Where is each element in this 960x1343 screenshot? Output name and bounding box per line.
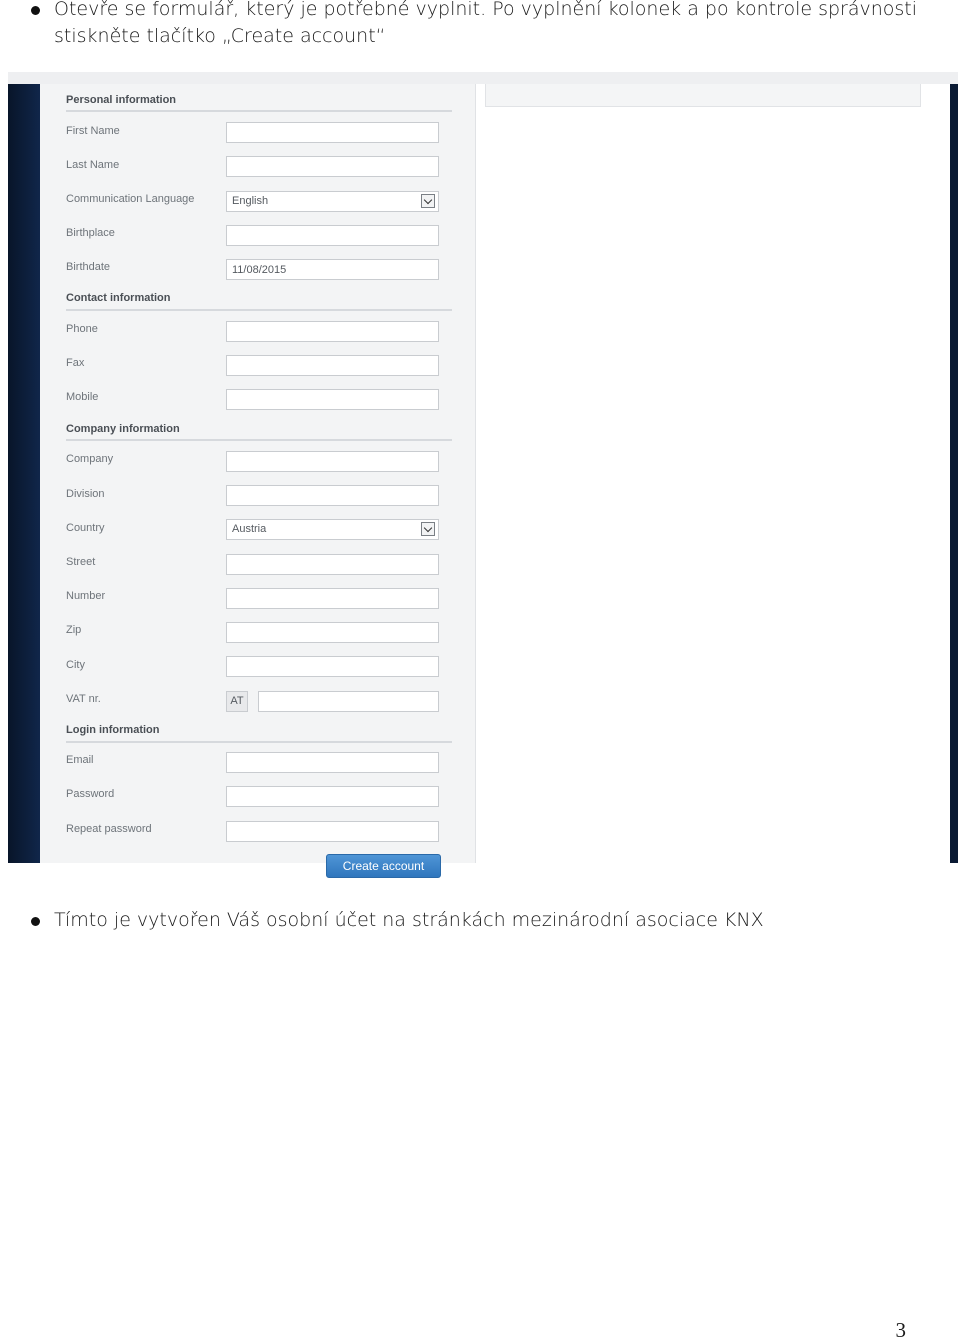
last-name-field[interactable] — [226, 156, 439, 177]
company-field[interactable] — [226, 451, 439, 472]
label-email: Email — [66, 754, 94, 766]
form-panel — [40, 84, 476, 873]
result-paragraph: Tímto je vytvořen Váš osobní účet na stránkách mezinárodní asociace KNX — [54, 909, 764, 931]
number-field[interactable] — [226, 588, 439, 609]
zip-field[interactable] — [226, 622, 439, 643]
right-panel — [475, 84, 950, 863]
vat-number-field[interactable] — [258, 691, 439, 712]
bullet-dot — [31, 917, 40, 926]
chevron-down-icon[interactable] — [421, 194, 435, 208]
chevron-down-icon[interactable] — [421, 522, 435, 536]
label-repeat-password: Repeat password — [66, 823, 152, 835]
background-right-edge — [950, 84, 958, 863]
instruction-paragraph: Otevře se formulář, který je potřebné vyplnit. Po vyplnění kolonek a po kontrole správnosti stiskněte tlačítko „Create account“ — [54, 0, 918, 47]
page-number: 3 — [895, 1318, 906, 1342]
language-select[interactable] — [226, 191, 439, 212]
label-birthdate: Birthdate — [66, 261, 111, 273]
section-title-contact: Contact information — [66, 292, 171, 304]
label-number: Number — [66, 590, 106, 602]
create-account-button[interactable]: Create account — [326, 854, 441, 878]
section-divider — [66, 741, 452, 743]
label-first-name: First Name — [66, 125, 120, 137]
repeat-password-field[interactable] — [226, 821, 439, 842]
city-field[interactable] — [226, 656, 439, 677]
label-mobile: Mobile — [66, 391, 99, 403]
birthplace-field[interactable] — [226, 225, 439, 246]
division-field[interactable] — [226, 485, 439, 506]
label-phone: Phone — [66, 323, 98, 335]
right-panel-box — [485, 84, 921, 107]
label-street: Street — [66, 556, 96, 568]
country-select[interactable] — [226, 519, 439, 540]
label-zip: Zip — [66, 624, 82, 636]
section-title-company: Company information — [66, 423, 180, 435]
fax-field[interactable] — [226, 355, 439, 376]
birthdate-field[interactable] — [226, 259, 439, 280]
label-company: Company — [66, 453, 114, 465]
label-birthplace: Birthplace — [66, 227, 115, 239]
label-fax: Fax — [66, 357, 85, 369]
country-select-value: Austria — [232, 523, 267, 535]
label-language: Communication Language — [66, 193, 195, 205]
label-city: City — [66, 659, 85, 671]
label-division: Division — [66, 488, 105, 500]
section-title-login: Login information — [66, 724, 160, 736]
label-last-name: Last Name — [66, 159, 120, 171]
registration-form-screenshot — [8, 72, 958, 873]
password-field[interactable] — [226, 786, 439, 807]
email-field[interactable] — [226, 752, 439, 773]
mobile-field[interactable] — [226, 389, 439, 410]
section-divider — [66, 110, 452, 112]
street-field[interactable] — [226, 554, 439, 575]
vat-country-prefix: AT — [226, 691, 248, 712]
label-country: Country — [66, 522, 105, 534]
label-password: Password — [66, 788, 115, 800]
language-select-value: English — [232, 195, 269, 207]
phone-field[interactable] — [226, 321, 439, 342]
first-name-field[interactable] — [226, 122, 439, 143]
section-divider — [66, 309, 452, 311]
label-vat: VAT nr. — [66, 693, 101, 705]
background-left-edge — [8, 84, 40, 863]
bullet-dot — [31, 6, 40, 15]
section-title-personal: Personal information — [66, 94, 177, 106]
section-divider — [66, 439, 452, 441]
